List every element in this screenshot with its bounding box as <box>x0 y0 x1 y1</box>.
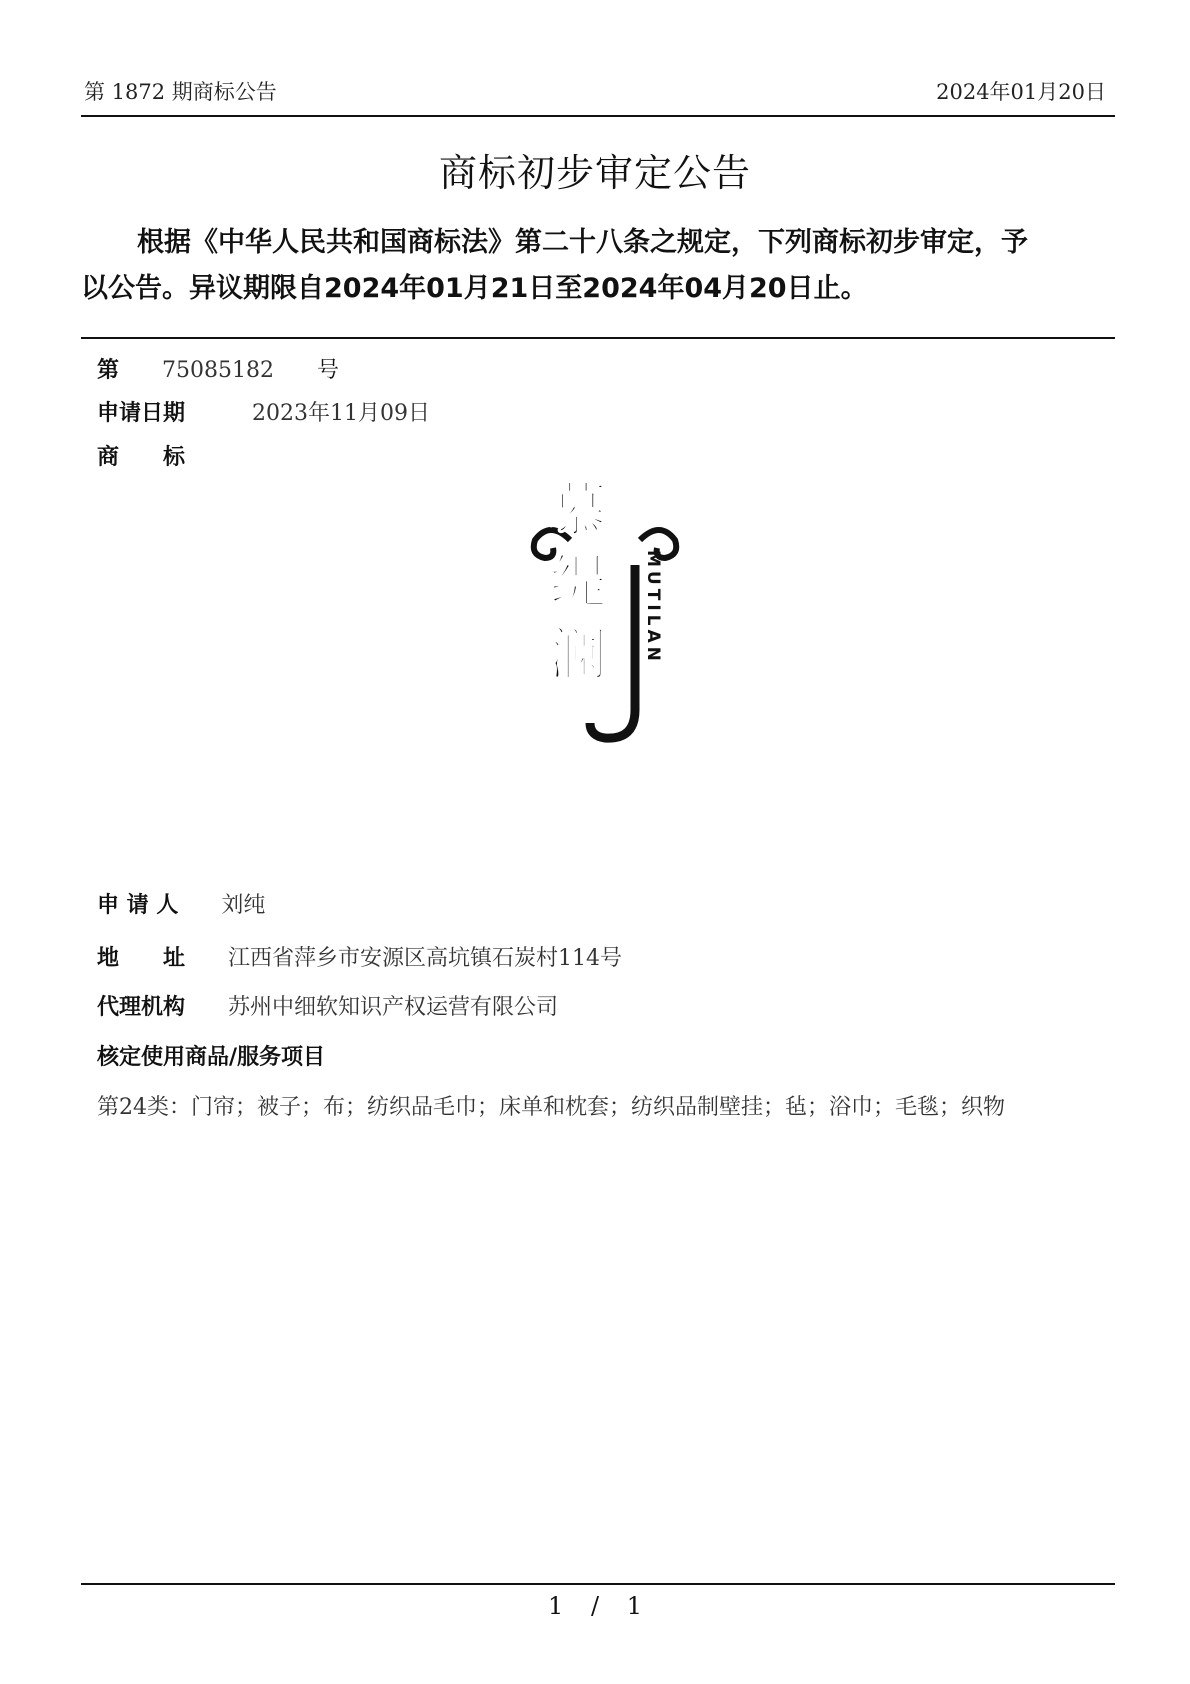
registration-number-row <box>97 353 339 384</box>
address-row <box>97 941 622 972</box>
goods-value: 第24类：门帘；被子；布；纺织品毛巾；床单和枕套；纺织品制壁挂；毡；浴巾；毛毯；织物 <box>97 1095 1005 1120</box>
number-suffix: 号 <box>317 358 340 383</box>
apply-date-label: 申请日期 <box>97 401 186 426</box>
logo-latin-text: MUTILAN <box>643 550 663 665</box>
logo-char-3: 澜 <box>548 620 608 688</box>
applicant-label: 申 请 人 <box>97 893 179 918</box>
page-title: 商标初步审定公告 <box>438 151 751 195</box>
announcement-line-2: 以公告。异议期限自2024年01月21日至2024年04月20日止。 <box>81 273 868 304</box>
logo-char-1: 慕 <box>548 476 608 544</box>
goods-label: 核定使用商品/服务项目 <box>97 1045 326 1070</box>
agent-value: 苏州中细软知识产权运营有限公司 <box>228 995 559 1020</box>
current-page: 1 <box>548 1592 564 1620</box>
agent-row <box>97 990 558 1021</box>
registration-number: 75085182 <box>162 358 274 383</box>
issue-date: 2024年01月20日 <box>936 80 1106 104</box>
section-divider <box>81 337 1115 339</box>
total-pages: 1 <box>626 1592 642 1620</box>
number-prefix: 第 <box>97 358 120 383</box>
issue-number: 第 1872 期商标公告 <box>84 80 277 104</box>
footer-divider <box>81 1583 1115 1585</box>
address-value: 江西省萍乡市安源区高坑镇石炭村114号 <box>228 946 623 971</box>
applicant-value: 刘纯 <box>221 893 266 918</box>
goods-label-row <box>97 1040 325 1071</box>
applicant-row <box>97 888 265 919</box>
trademark-label: 商 标 <box>97 445 186 470</box>
apply-date-row <box>97 396 430 427</box>
address-label: 地 址 <box>97 946 186 971</box>
page-separator: / <box>590 1592 600 1620</box>
agent-label: 代理机构 <box>97 995 186 1020</box>
page-number <box>0 1592 1190 1620</box>
goods-row <box>97 1090 1005 1121</box>
trademark-logo <box>530 470 680 750</box>
trademark-label-row <box>97 440 185 471</box>
logo-char-2: 缇 <box>548 548 608 616</box>
apply-date-value: 2023年11月09日 <box>252 401 430 426</box>
header-divider <box>81 115 1115 117</box>
announcement-text <box>81 220 1115 312</box>
announcement-line-1: 根据《中华人民共和国商标法》第二十八条之规定，下列商标初步审定，予 <box>137 227 1028 258</box>
